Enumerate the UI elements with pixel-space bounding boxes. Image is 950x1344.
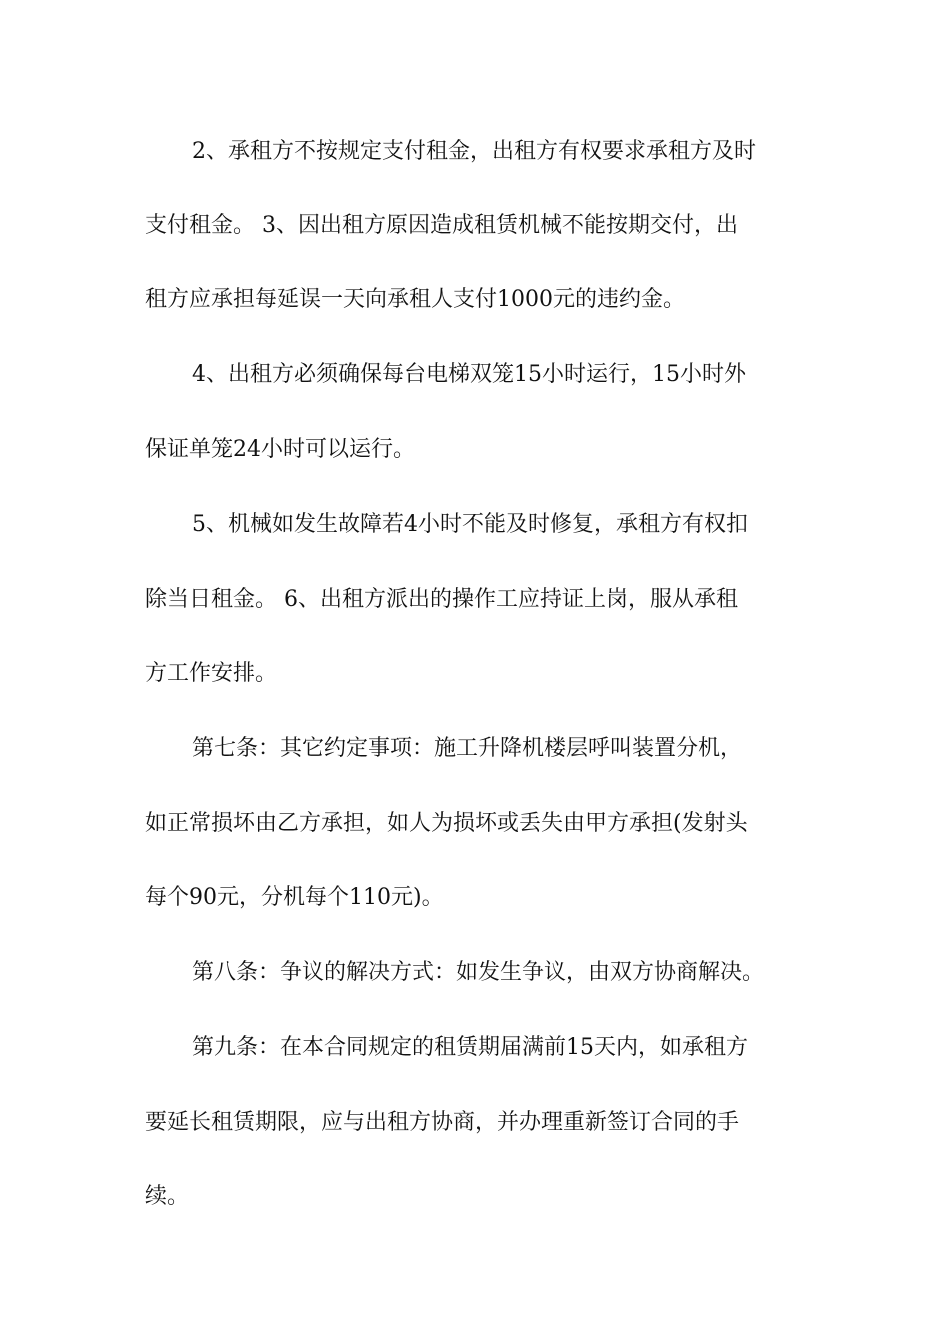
text-line: 第八条：争议的解决方式：如发生争议，由双方协商解决。 xyxy=(192,960,765,985)
text-line: 每个90元，分机每个110元)。 xyxy=(145,885,444,910)
text-line: 方工作安排。 xyxy=(145,661,278,686)
text-line: 除当日租金。 6、出租方派出的操作工应持证上岗，服从承租 xyxy=(145,587,738,612)
text-line: 第七条：其它约定事项：施工升降机楼层呼叫装置分机， xyxy=(192,736,743,761)
text-line: 租方应承担每延误一天向承租人支付1000元的违约金。 xyxy=(145,287,685,312)
text-line: 4、出租方必须确保每台电梯双笼15小时运行，15小时外 xyxy=(192,362,746,387)
text-line: 2、承租方不按规定支付租金，出租方有权要求承租方及时 xyxy=(192,139,756,164)
text-line: 如正常损坏由乙方承担，如人为损坏或丢失由甲方承担(发射头 xyxy=(145,811,748,836)
text-line: 续。 xyxy=(145,1184,190,1209)
text-line: 第九条：在本合同规定的租赁期届满前15天内，如承租方 xyxy=(192,1035,748,1060)
text-line: 5、机械如发生故障若4小时不能及时修复，承租方有权扣 xyxy=(192,512,748,537)
text-line: 要延长租赁期限，应与出租方协商，并办理重新签订合同的手 xyxy=(145,1110,740,1135)
text-line: 支付租金。 3、因出租方原因造成租赁机械不能按期交付，出 xyxy=(145,213,738,238)
text-line: 保证单笼24小时可以运行。 xyxy=(145,437,415,462)
